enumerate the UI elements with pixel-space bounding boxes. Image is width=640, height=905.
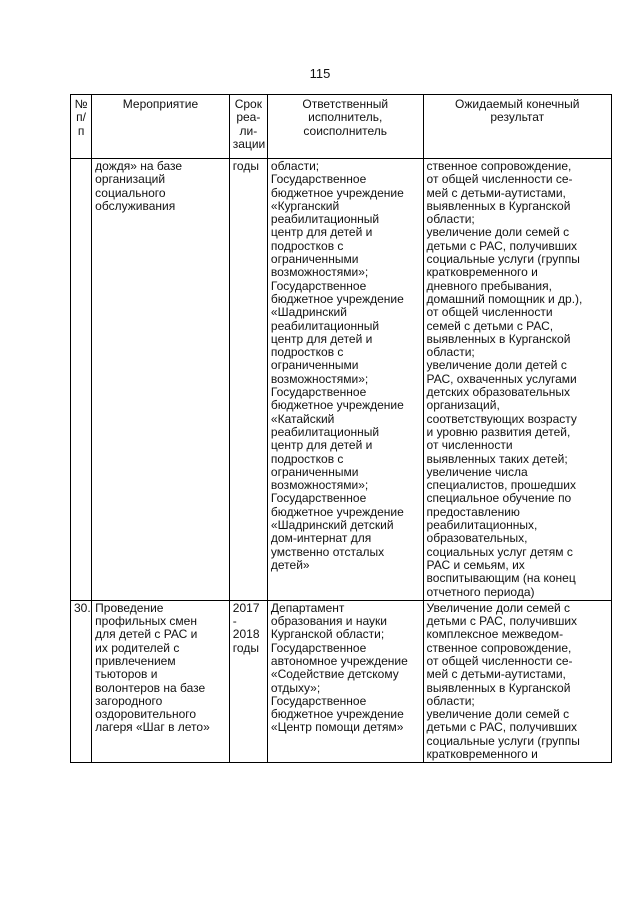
row-event: дождя» на базе организаций социального обслуживания (92, 159, 230, 601)
header-num: № п/п (71, 95, 92, 159)
header-term: Срок реа- ли- зации (229, 95, 267, 159)
row-result: ственное сопровождение, от общей численности се- мей с детьми-аутистами, выявленных в Курганской области; увеличение доли семей с детьми с РАС, получивших социальные услуги (группы кратковременного и дневного пребывания, домашний помощник и др.), от общей численности семей с детьми с РАС, выявленных в Курганской области; увеличение доли детей с РАС, охваченных услугами детских образовательных организаций, соответствующих возрасту и уровню развития детей, от численности выявленных таких детей; увеличение числа специалистов, прошедших специальное обучение по предоставлению реабилитационных, образовательных, социальных услуг детям с РАС и семьям, их воспитывающим (на конец отчетного периода) (423, 159, 611, 601)
row-term: 2017 - 2018 годы (229, 600, 267, 763)
row-responsible: области; Государственное бюджетное учреждение «Курганский реабилитационный центр для детей и подростков с ограниченными возможностями»; Государственное бюджетное учреждение «Шадринский реабилитационный центр для детей и подростков с ограниченными возможностями»; Государственное бюджетное учреждение «Катайский реабилитационный центр для детей и подростков с ограниченными возможностями»; Государственное бюджетное учреждение «Шадринский детский дом-интернат для умственно отсталых детей» (267, 159, 423, 601)
table-header-row (71, 95, 612, 159)
measures-table (70, 94, 612, 763)
row-event: Проведение профильных смен для детей с РАС и их родителей с привлечением тьюторов и волонтеров на базе загородного оздоровительного лагеря «Шаг в лето» (92, 600, 230, 763)
table-row (71, 159, 612, 601)
header-result: Ожидаемый конечный результат (423, 95, 611, 159)
row-result: Увеличение доли семей с детьми с РАС, получивших комплексное межведом- ственное сопровождение, от общей численности се- мей с детьми-аутистами, выявленных в Курганской области; увеличение доли семей с детьми с РАС, получивших социальные услуги (группы кратковременного и (423, 600, 611, 763)
row-num (71, 159, 92, 601)
row-responsible: Департамент образования и науки Курганской области; Государственное автономное учреждение «Содействие детскому отдыху»; Государственное бюджетное учреждение «Центр помощи детям» (267, 600, 423, 763)
row-num: 30. (71, 600, 92, 763)
page-number: 115 (309, 66, 331, 81)
header-event: Мероприятие (92, 95, 230, 159)
row-term: годы (229, 159, 267, 601)
table-row (71, 600, 612, 763)
header-responsible: Ответственный исполнитель, соисполнитель (267, 95, 423, 159)
